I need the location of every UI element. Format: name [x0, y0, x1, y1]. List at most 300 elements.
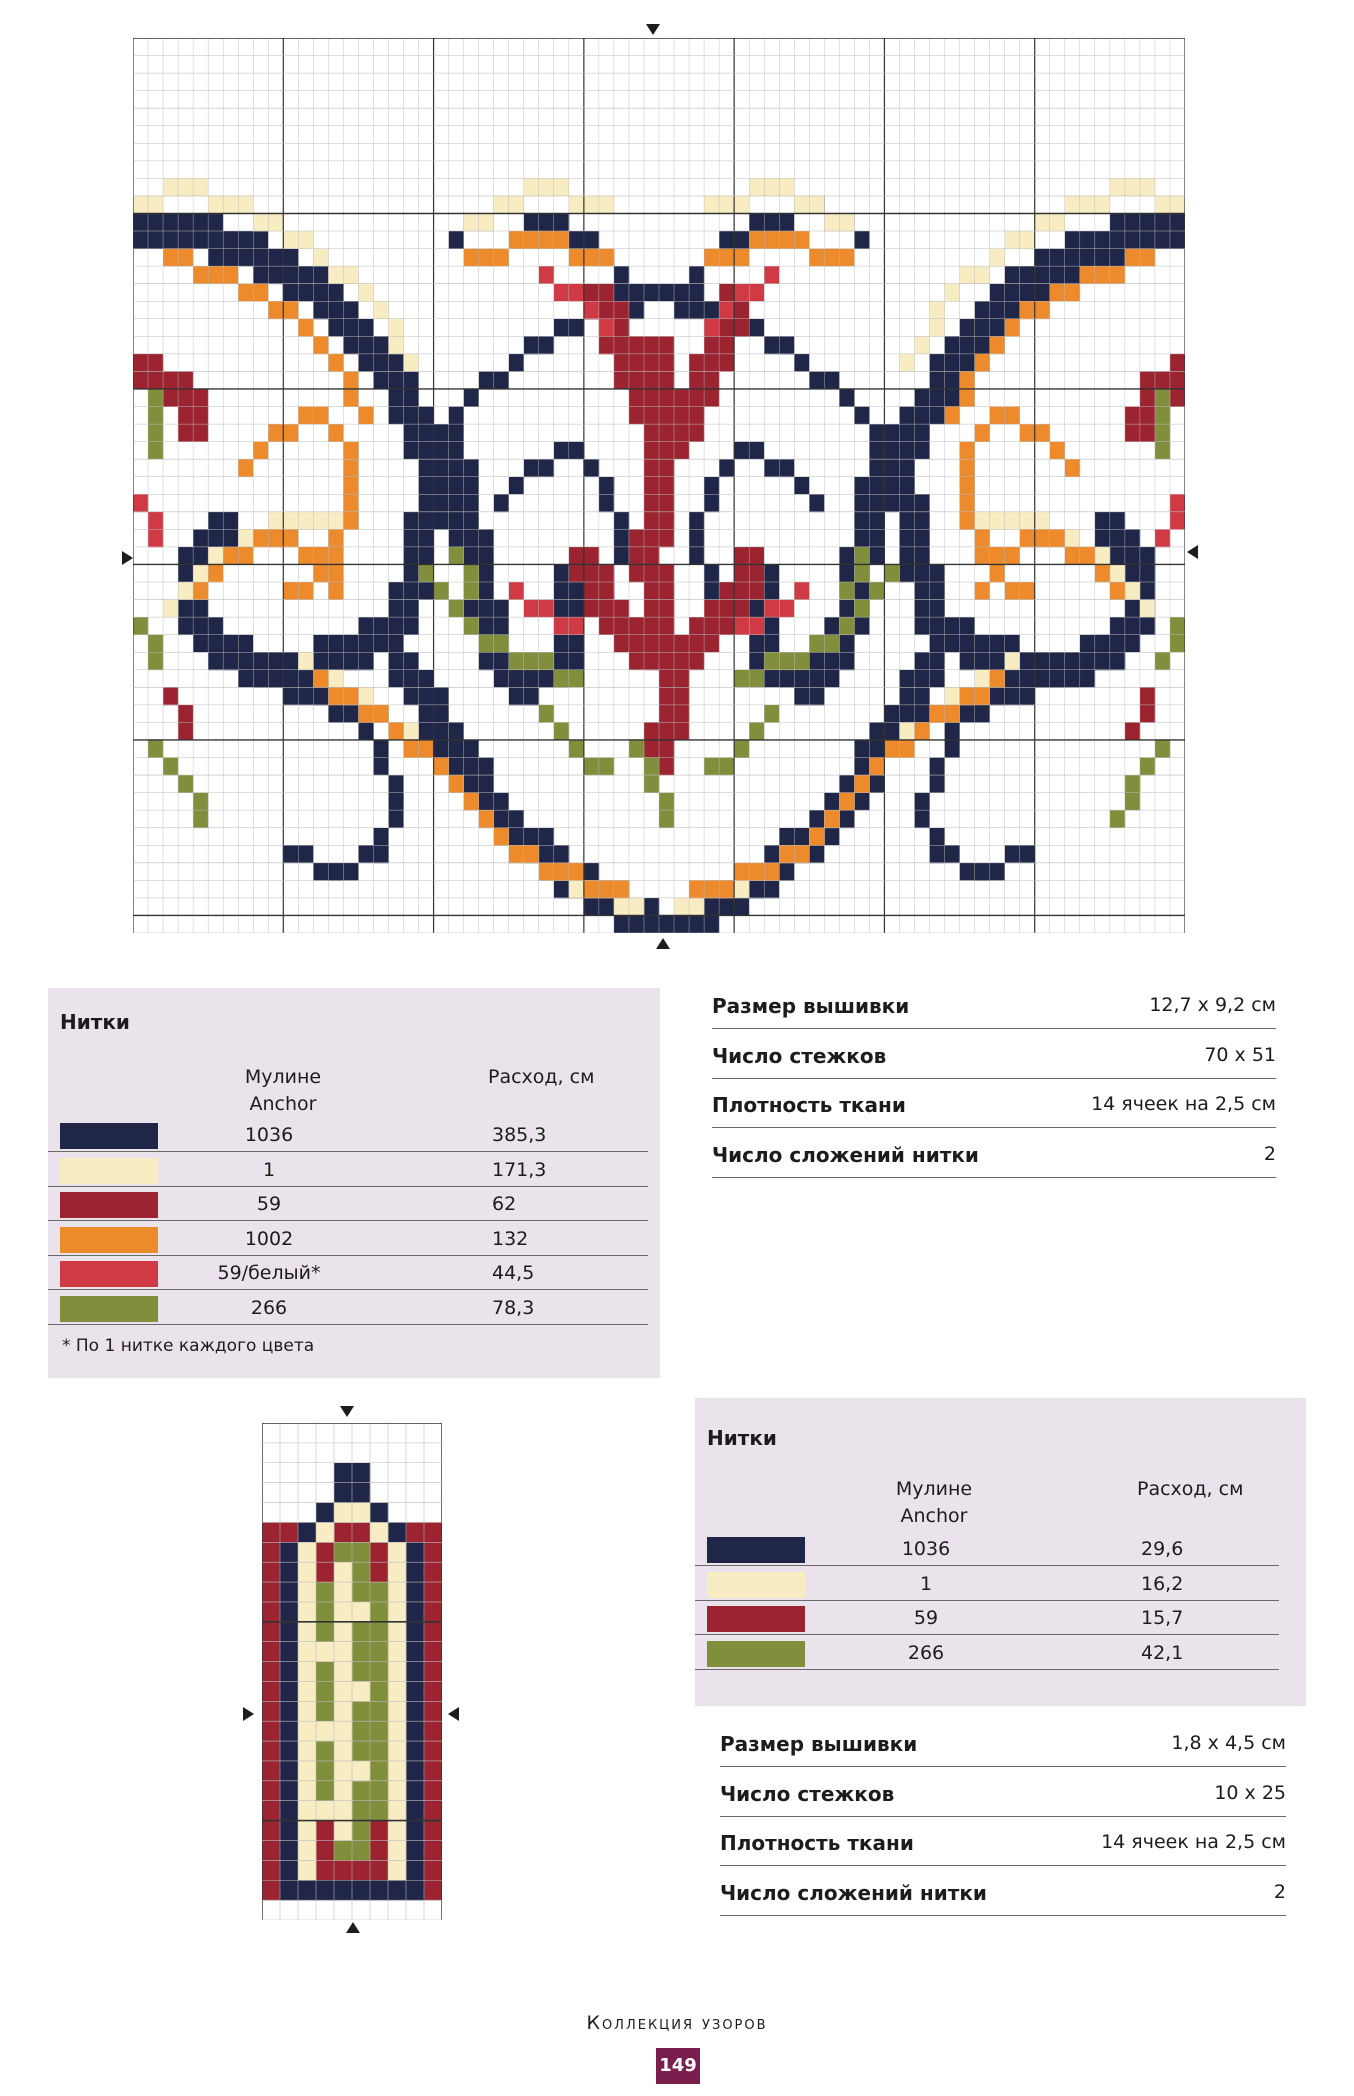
navy-inner-curl	[854, 617, 869, 635]
red-flower-petal	[689, 635, 704, 653]
red-flower-petal	[734, 547, 749, 565]
navy-upper-arc	[839, 389, 854, 407]
navy-scroll-left	[419, 424, 434, 442]
orange-loop	[1005, 407, 1020, 425]
spec-row	[712, 980, 1276, 1029]
navy-inner-curl	[494, 600, 509, 618]
navy-upper-arc	[644, 284, 659, 302]
navy-upper-arc	[449, 407, 464, 425]
navy-scroll-left	[404, 389, 419, 407]
orange-loop	[1065, 459, 1080, 477]
navy-lower-scroll	[268, 670, 283, 688]
green-leaf	[370, 1721, 388, 1741]
navy-inner-curl	[434, 424, 449, 442]
color-swatch	[60, 1123, 158, 1149]
orange-ribbon	[945, 705, 960, 723]
green-leaf	[839, 617, 854, 635]
green-leaf	[148, 652, 163, 670]
cream-ribbon	[1140, 178, 1155, 196]
navy-frame	[280, 1582, 298, 1602]
red-flower-petal	[704, 600, 719, 618]
navy-frame	[280, 1761, 298, 1781]
navy-scroll-left	[1110, 635, 1125, 653]
red-background	[424, 1562, 442, 1582]
orange-ribbon	[313, 547, 328, 565]
navy-scroll-left	[404, 407, 419, 425]
red-center-stem	[659, 354, 674, 372]
cream-ribbon	[945, 687, 960, 705]
cream-bud	[352, 1761, 370, 1781]
red-flower-petal	[599, 564, 614, 582]
navy-scroll-left	[1125, 529, 1140, 547]
navy-scroll-left	[178, 213, 193, 231]
navy-scroll-left	[990, 301, 1005, 319]
navy-inner-loop	[509, 477, 524, 495]
red-bud	[133, 354, 148, 372]
navy-lower-arc	[434, 705, 449, 723]
navy-inner-curl	[869, 494, 884, 512]
green-leaf	[370, 1781, 388, 1801]
navy-inner-curl	[884, 442, 899, 460]
navy-lower-scroll	[1005, 845, 1020, 863]
navy-lower-arc	[464, 775, 479, 793]
navy-frame	[280, 1821, 298, 1841]
thread-code: 59	[256, 1193, 282, 1215]
navy-top-curl	[689, 284, 704, 302]
orange-ribbon	[313, 670, 328, 688]
red-flower-stem	[629, 407, 644, 425]
red-bud	[1140, 371, 1155, 389]
navy-scroll-left	[193, 617, 208, 635]
orange-ribbon	[704, 880, 719, 898]
orange-ribbon	[313, 336, 328, 354]
green-leaf	[509, 652, 524, 670]
red-center-stem	[659, 670, 674, 688]
navy-lower-arc	[869, 775, 884, 793]
red-flower-petal	[734, 600, 749, 618]
orange-ribbon	[975, 354, 990, 372]
navy-scroll-left	[238, 231, 253, 249]
navy-scroll-left	[193, 635, 208, 653]
navy-scroll-left	[930, 600, 945, 618]
green-leaf	[316, 1662, 334, 1682]
orange-loop	[343, 494, 358, 512]
spec-value: 2	[1273, 1880, 1286, 1903]
red-background	[316, 1840, 334, 1860]
orange-ribbon	[1110, 266, 1125, 284]
thread-code: 1002	[244, 1227, 294, 1250]
green-leaf	[133, 617, 148, 635]
cream-ribbon	[1125, 582, 1140, 600]
navy-inner-curl	[749, 652, 764, 670]
orange-ribbon	[945, 407, 960, 425]
navy-scroll-left	[223, 512, 238, 530]
cream-edge	[388, 1642, 406, 1662]
green-leaf	[1155, 424, 1170, 442]
navy-lower-scroll	[358, 722, 373, 740]
navy-inner-curl	[764, 670, 779, 688]
navy-scroll-left	[283, 266, 298, 284]
navy-scroll-left	[960, 635, 975, 653]
orange-loop	[343, 459, 358, 477]
navy-scroll-left	[178, 600, 193, 618]
navy-scroll-left	[1125, 564, 1140, 582]
navy-inner-loop	[794, 477, 809, 495]
green-leaf	[464, 582, 479, 600]
navy-inner-curl	[554, 564, 569, 582]
navy-scroll-left	[1020, 652, 1035, 670]
red-background	[280, 1522, 298, 1542]
red-background	[406, 1522, 424, 1542]
green-leaf	[1155, 407, 1170, 425]
navy-lower-arc	[930, 652, 945, 670]
spec-row	[712, 1129, 1276, 1178]
threads-title: Нитки	[707, 1426, 777, 1450]
spec-table-1	[712, 980, 1276, 1180]
red-center-stem	[629, 564, 644, 582]
red-flower-petal	[734, 564, 749, 582]
navy-lower-arc	[854, 740, 869, 758]
navy-inner-curl	[824, 670, 839, 688]
navy-arch	[334, 1483, 352, 1503]
orange-ribbon	[1035, 301, 1050, 319]
orange-loop	[975, 424, 990, 442]
spec-value: 70 x 51	[1204, 1043, 1276, 1066]
navy-inner-curl	[449, 529, 464, 547]
navy-lower-scroll	[298, 687, 313, 705]
green-leaf	[316, 1622, 334, 1642]
cream-ribbon	[373, 301, 388, 319]
orange-ribbon	[809, 249, 824, 267]
cream-ribbon	[283, 231, 298, 249]
navy-lower-scroll	[960, 705, 975, 723]
navy-scroll-left	[1125, 617, 1140, 635]
navy-top-curl	[614, 266, 629, 284]
navy-inner-loop	[689, 547, 704, 565]
orange-ribbon	[569, 863, 584, 881]
navy-scroll-left	[914, 494, 929, 512]
cream-edge	[298, 1582, 316, 1602]
orange-ribbon	[298, 319, 313, 337]
cream-edge	[388, 1741, 406, 1761]
red-center-stem	[674, 722, 689, 740]
green-leaf	[704, 758, 719, 776]
navy-inner-loop	[599, 494, 614, 512]
navy-inner-curl	[869, 547, 884, 565]
orange-ribbon	[193, 582, 208, 600]
red-center-stem	[674, 705, 689, 723]
cream-ribbon	[1035, 512, 1050, 530]
cream-ribbon	[960, 266, 975, 284]
cream-edge	[388, 1721, 406, 1741]
navy-upper-arc	[809, 371, 824, 389]
navy-scroll-left	[343, 301, 358, 319]
red-center-stem	[659, 389, 674, 407]
navy-lower-arc	[794, 828, 809, 846]
red-background	[262, 1562, 280, 1582]
cream-stem	[334, 1622, 352, 1642]
red-bud	[133, 494, 148, 512]
navy-scroll-left	[930, 617, 945, 635]
navy-scroll-left	[253, 249, 268, 267]
navy-scroll-left	[133, 213, 148, 231]
orange-ribbon	[524, 845, 539, 863]
orange-ribbon	[494, 828, 509, 846]
cream-edge	[388, 1840, 406, 1860]
red-flower-petal	[719, 301, 734, 319]
orange-ribbon	[839, 249, 854, 267]
red-bud	[1140, 389, 1155, 407]
navy-scroll-left	[223, 249, 238, 267]
navy-frame	[280, 1860, 298, 1880]
navy-scroll-left	[419, 494, 434, 512]
red-bud	[1140, 407, 1155, 425]
cream-ribbon	[975, 670, 990, 688]
navy-inner-curl	[449, 424, 464, 442]
navy-frame	[388, 1880, 406, 1900]
navy-inner-curl	[434, 442, 449, 460]
orange-loop	[960, 459, 975, 477]
thread-code: 266	[907, 1641, 945, 1664]
green-leaf	[370, 1741, 388, 1761]
cream-ribbon	[223, 196, 238, 214]
navy-lower-scroll	[1020, 687, 1035, 705]
navy-arch	[316, 1503, 334, 1523]
green-leaf	[749, 670, 764, 688]
navy-scroll-left	[1065, 249, 1080, 267]
navy-inner-curl	[869, 442, 884, 460]
cream-ribbon	[1035, 213, 1050, 231]
red-background	[262, 1622, 280, 1642]
navy-scroll-left	[208, 617, 223, 635]
orange-loop	[238, 459, 253, 477]
navy-inner-curl	[479, 564, 494, 582]
navy-scroll-left	[1005, 635, 1020, 653]
cream-ribbon	[328, 512, 343, 530]
red-flower-petal	[749, 547, 764, 565]
cream-edge	[298, 1721, 316, 1741]
cream-stem	[334, 1602, 352, 1622]
red-center-stem	[644, 512, 659, 530]
navy-scroll-left	[914, 547, 929, 565]
navy-scroll-left	[148, 231, 163, 249]
cream-ribbon	[283, 512, 298, 530]
cream-ribbon	[614, 898, 629, 916]
red-flower-petal	[779, 600, 794, 618]
navy-scroll-left	[373, 617, 388, 635]
navy-inner-curl	[869, 512, 884, 530]
green-leaf	[569, 740, 584, 758]
green-leaf	[148, 740, 163, 758]
green-leaf	[449, 547, 464, 565]
navy-inner-curl	[569, 652, 584, 670]
navy-scroll-left	[930, 389, 945, 407]
cream-edge	[298, 1840, 316, 1860]
green-leaf	[352, 1721, 370, 1741]
spec-label: Число сложений нитки	[712, 1142, 979, 1167]
navy-scroll-left	[899, 477, 914, 495]
navy-scroll-left	[358, 617, 373, 635]
cream-ribbon	[1005, 231, 1020, 249]
orange-ribbon	[208, 266, 223, 284]
navy-scroll-left	[193, 529, 208, 547]
red-background	[334, 1522, 352, 1542]
orange-ribbon	[1140, 249, 1155, 267]
orange-loop	[1005, 582, 1020, 600]
navy-lower-arc	[689, 915, 704, 933]
red-flower-petal	[539, 600, 554, 618]
navy-lower-scroll	[930, 845, 945, 863]
red-flower-stem	[704, 389, 719, 407]
navy-scroll-left	[313, 652, 328, 670]
spec-label: Число стежков	[712, 1043, 887, 1068]
red-center-stem	[629, 529, 644, 547]
red-flower-petal	[554, 617, 569, 635]
orange-ribbon	[975, 687, 990, 705]
navy-scroll-left	[373, 371, 388, 389]
navy-lower-arc	[539, 845, 554, 863]
navy-scroll-left	[1110, 617, 1125, 635]
navy-scroll-left	[1005, 301, 1020, 319]
navy-inner-loop	[809, 494, 824, 512]
navy-scroll-left	[193, 547, 208, 565]
navy-scroll-left	[253, 652, 268, 670]
red-center-stem	[644, 617, 659, 635]
navy-lower-arc	[584, 898, 599, 916]
navy-top-curl	[689, 266, 704, 284]
cream-edge	[388, 1602, 406, 1622]
color-swatch	[60, 1192, 158, 1218]
navy-scroll-left	[945, 354, 960, 372]
cream-ribbon	[313, 512, 328, 530]
navy-inner-loop	[614, 529, 629, 547]
navy-scroll-left	[914, 582, 929, 600]
navy-scroll-left	[283, 670, 298, 688]
orange-ribbon	[749, 231, 764, 249]
navy-scroll-left	[388, 600, 403, 618]
navy-frame	[280, 1880, 298, 1900]
red-bud	[163, 389, 178, 407]
orange-ribbon	[404, 740, 419, 758]
navy-inner-loop	[704, 477, 719, 495]
navy-lower-scroll	[945, 722, 960, 740]
navy-top-curl	[749, 213, 764, 231]
navy-frame	[406, 1821, 424, 1841]
navy-scroll-left	[1005, 670, 1020, 688]
red-background	[262, 1761, 280, 1781]
navy-scroll-left	[404, 512, 419, 530]
cream-ribbon	[1080, 196, 1095, 214]
green-leaf	[884, 564, 899, 582]
spec-label: Плотность ткани	[720, 1831, 914, 1855]
green-leaf	[352, 1840, 370, 1860]
navy-lower-scroll	[930, 758, 945, 776]
red-background	[262, 1582, 280, 1602]
orange-ribbon	[779, 231, 794, 249]
orange-loop	[990, 407, 1005, 425]
red-flower-stem	[629, 389, 644, 407]
orange-ribbon	[509, 231, 524, 249]
navy-inner-loop	[764, 459, 779, 477]
navy-inner-curl	[464, 547, 479, 565]
orange-loop	[343, 512, 358, 530]
cream-bud	[352, 1602, 370, 1622]
navy-lower-scroll	[945, 845, 960, 863]
cream-ribbon	[268, 512, 283, 530]
red-center-stem	[659, 424, 674, 442]
navy-scroll-left	[945, 617, 960, 635]
navy-lower-scroll	[945, 740, 960, 758]
navy-scroll-left	[899, 547, 914, 565]
orange-ribbon	[328, 564, 343, 582]
cream-stem	[334, 1562, 352, 1582]
navy-inner-curl	[479, 582, 494, 600]
navy-scroll-left	[298, 670, 313, 688]
green-leaf	[434, 582, 449, 600]
navy-lower-arc	[824, 828, 839, 846]
red-center-stem	[644, 740, 659, 758]
navy-scroll-left	[283, 284, 298, 302]
orange-ribbon	[178, 249, 193, 267]
red-center-stem	[644, 407, 659, 425]
green-leaf	[854, 600, 869, 618]
navy-inner-curl	[449, 442, 464, 460]
red-flower-petal	[794, 582, 809, 600]
thread-row	[48, 1153, 660, 1187]
red-flower-petal	[749, 582, 764, 600]
navy-lower-scroll	[358, 845, 373, 863]
navy-inner-curl	[554, 600, 569, 618]
center-marker-top	[646, 24, 660, 35]
navy-lower-arc	[914, 670, 929, 688]
red-flower-petal	[629, 635, 644, 653]
green-leaf	[524, 652, 539, 670]
red-background	[262, 1860, 280, 1880]
cream-edge	[298, 1562, 316, 1582]
red-background	[352, 1522, 370, 1542]
navy-scroll-left	[178, 231, 193, 249]
navy-scroll-left	[914, 512, 929, 530]
navy-scroll-left	[328, 319, 343, 337]
orange-ribbon	[914, 722, 929, 740]
green-leaf	[352, 1642, 370, 1662]
orange-loop	[1035, 424, 1050, 442]
navy-scroll-left	[193, 600, 208, 618]
center-marker-bottom-2	[346, 1922, 360, 1933]
navy-lower-arc	[704, 915, 719, 933]
navy-frame	[406, 1880, 424, 1900]
red-flower-stem	[689, 354, 704, 372]
navy-arch	[406, 1542, 424, 1562]
navy-upper-arc	[419, 459, 434, 477]
navy-inner-curl	[479, 600, 494, 618]
green-leaf	[352, 1821, 370, 1841]
navy-scroll-left	[1170, 213, 1185, 231]
red-background	[424, 1582, 442, 1602]
cream-ribbon	[975, 512, 990, 530]
navy-scroll-left	[404, 529, 419, 547]
navy-inner-curl	[824, 617, 839, 635]
navy-lower-scroll	[1050, 670, 1065, 688]
navy-scroll-left	[208, 652, 223, 670]
navy-scroll-left	[208, 635, 223, 653]
orange-ribbon	[358, 705, 373, 723]
navy-scroll-left	[1140, 213, 1155, 231]
cream-stem	[334, 1741, 352, 1761]
green-leaf	[554, 722, 569, 740]
navy-lower-arc	[854, 758, 869, 776]
thread-code: 59/белый*	[217, 1262, 321, 1284]
